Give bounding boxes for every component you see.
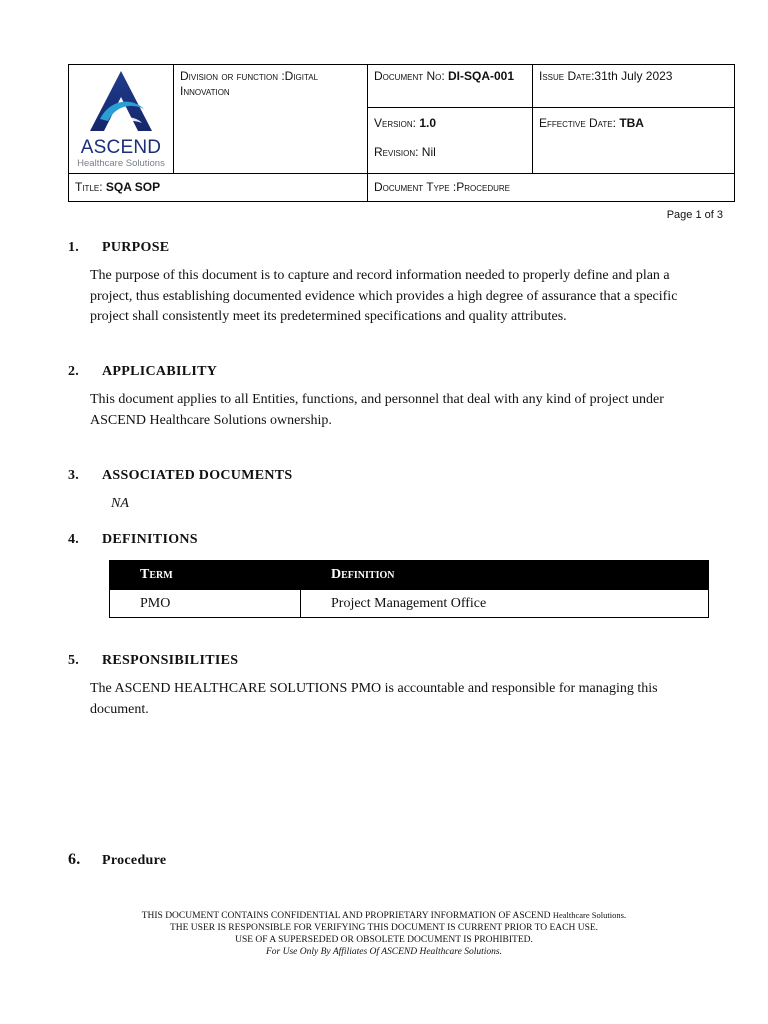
footer-line-1 <box>0 909 768 922</box>
section-body-applicability: This document applies to all Entities, functions, and personnel that deal with any kind of project under ASCEND Healthcare Solutions ownership. <box>90 392 664 428</box>
confidentiality-footer <box>0 909 768 958</box>
section-number: 4. <box>68 532 80 547</box>
issue-date-label: Issue Date: <box>539 69 595 83</box>
issue-date-value: 31th July 2023 <box>594 69 673 83</box>
footer-line-1-company: Healthcare Solutions <box>552 910 624 920</box>
effective-date-value: TBA <box>619 116 644 131</box>
version-label: Version: <box>374 116 420 131</box>
footer-line-4: For Use Only By Affiliates Of ASCEND Healthcare Solutions. <box>266 947 502 957</box>
document-type-label: Document Type : <box>374 180 457 194</box>
table-header-row <box>110 561 709 590</box>
title-value: SQA SOP <box>105 180 161 194</box>
revision-label: Revision: <box>374 145 422 160</box>
section-title: Procedure <box>102 853 167 868</box>
ascend-logo-icon <box>86 69 156 133</box>
section-body-purpose: The purpose of this document is to capture and record information needed to properly define and plan a project, thus establishing documented evidence which provides a high degree of assurance that a specific project shall consistently meet its predetermined specifications and quality attributes. <box>90 268 678 324</box>
section-number: 2. <box>68 364 80 379</box>
section-heading-definitions <box>68 532 198 548</box>
section-heading-responsibilities <box>68 653 238 669</box>
table-cell-term: PMO <box>110 590 301 618</box>
section-heading-procedure <box>68 851 166 869</box>
title-label: Title: <box>75 180 106 194</box>
section-heading-applicability <box>68 364 217 380</box>
section-title: DEFINITIONS <box>102 532 198 547</box>
issue-date-cell <box>533 65 735 108</box>
column-header-term: Term <box>110 561 301 590</box>
document-number-label: Document No: <box>374 69 448 83</box>
section-number: 6. <box>68 851 81 868</box>
column-header-definition: Definition <box>301 561 709 590</box>
footer-line-1-text: THIS DOCUMENT CONTAINS CONFIDENTIAL AND PROPRIETARY INFORMATION OF ASCEND <box>141 911 553 921</box>
document-header-table <box>68 64 735 202</box>
section-body-associated-documents: NA <box>111 496 129 511</box>
document-type-value: Procedure <box>456 180 511 194</box>
definitions-table <box>109 560 709 618</box>
logo-tagline: Healthcare Solutions <box>77 158 165 169</box>
document-type-cell <box>368 174 735 202</box>
section-title: APPLICABILITY <box>102 364 218 379</box>
page-number: Page 1 of 3 <box>666 209 723 221</box>
revision-value: Nil <box>421 145 436 160</box>
section-title: PURPOSE <box>102 240 170 255</box>
document-number-cell <box>368 65 533 108</box>
table-cell-definition: Project Management Office <box>301 590 709 618</box>
company-logo <box>69 65 174 174</box>
section-number: 1. <box>68 240 80 255</box>
section-number: 3. <box>68 468 80 483</box>
table-row <box>110 590 709 618</box>
section-title: RESPONSIBILITIES <box>102 653 239 668</box>
effective-date-label: Effective Date: <box>539 116 620 131</box>
section-number: 5. <box>68 653 80 668</box>
division-value: Digital Innovation <box>180 69 319 98</box>
section-heading-purpose <box>68 240 169 256</box>
section-heading-associated-documents <box>68 468 293 484</box>
footer-line-3: USE OF A SUPERSEDED OR OBSOLETE DOCUMENT IS PROHIBITED. <box>235 935 533 945</box>
footer-line-2: THE USER IS RESPONSIBLE FOR VERIFYING THIS DOCUMENT IS CURRENT PRIOR TO EACH USE. <box>169 923 599 933</box>
logo-wordmark: ASCEND <box>80 137 162 158</box>
effective-date-cell <box>533 108 735 174</box>
document-number-value: DI-SQA-001 <box>448 69 515 83</box>
title-cell <box>69 174 368 202</box>
section-body-responsibilities: The ASCEND HEALTHCARE SOLUTIONS PMO is accountable and responsible for managing this document. <box>90 681 658 717</box>
division-cell <box>174 65 368 174</box>
version-value: 1.0 <box>419 116 437 131</box>
version-revision-cell <box>368 108 533 174</box>
section-title: ASSOCIATED DOCUMENTS <box>102 468 293 483</box>
division-label: Division or function : <box>180 69 285 83</box>
footer-line-1-end: . <box>623 911 627 921</box>
